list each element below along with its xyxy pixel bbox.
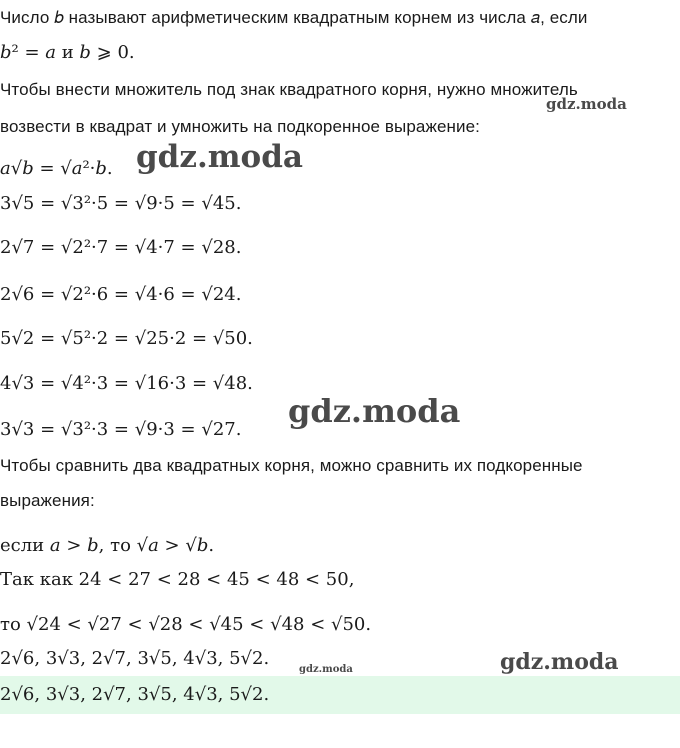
compare-condition: если 𝑎 > 𝑏, то √𝑎 > √𝑏.: [0, 535, 215, 556]
equation-row: 3√3 = √3²·3 = √9·3 = √27.: [0, 419, 242, 440]
equation-row: 5√2 = √5²·2 = √25·2 = √50.: [0, 328, 253, 349]
compare-roots: то √24 < √27 < √28 < √45 < √48 < √50.: [0, 614, 372, 635]
answer-text: 2√6, 3√3, 2√7, 3√5, 4√3, 5√2.: [0, 684, 270, 705]
equation-row: 3√5 = √3²·5 = √9·5 = √45.: [0, 193, 242, 214]
watermark: gdz.moda: [546, 95, 627, 113]
watermark: gdz.moda: [136, 139, 303, 175]
equation-row: 4√3 = √4²·3 = √16·3 = √48.: [0, 373, 253, 394]
result-line: 2√6, 3√3, 2√7, 3√5, 4√3, 5√2.: [0, 648, 270, 669]
watermark: gdz.moda: [299, 664, 353, 675]
definition-line-2: 𝑏² = 𝑎 и 𝑏 ⩾ 0.: [0, 42, 135, 63]
compare-line-1: Чтобы сравнить два квадратных корня, можно сравнить их подкоренные: [0, 456, 583, 475]
equation-row: 2√7 = √2²·7 = √4·7 = √28.: [0, 237, 242, 258]
watermark: gdz.moda: [288, 392, 461, 430]
equation-row: 2√6 = √2²·6 = √4·6 = √24.: [0, 284, 242, 305]
definition-line-1: Число 𝑏 называют арифметическим квадратным корнем из числа 𝑎, если: [0, 8, 588, 27]
rule-general-formula: 𝑎√𝑏 = √𝑎²·𝑏.: [0, 158, 113, 179]
watermark: gdz.moda: [500, 649, 619, 675]
rule-line-2: возвести в квадрат и умножить на подкоренное выражение:: [0, 117, 480, 136]
rule-line-1: Чтобы внести множитель под знак квадратного корня, нужно множитель: [0, 80, 578, 99]
compare-numbers: Так как 24 < 27 < 28 < 45 < 48 < 50,: [0, 569, 355, 590]
compare-line-2: выражения:: [0, 491, 95, 510]
